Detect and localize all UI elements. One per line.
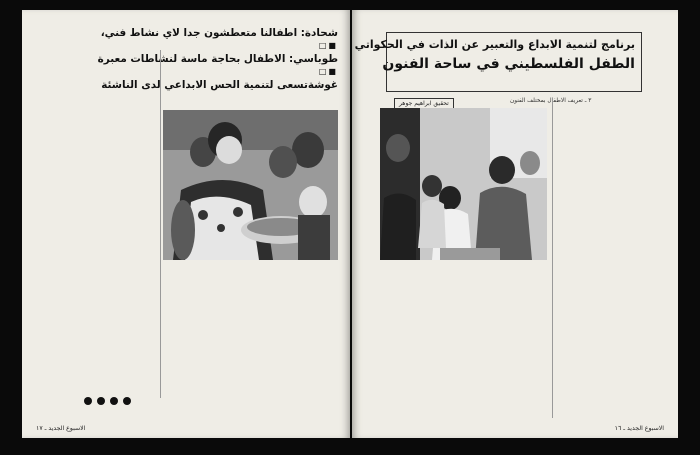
right-page <box>352 10 678 438</box>
left-page <box>22 10 350 438</box>
article-kicker: برنامج لتنمية الابداع والتعبير عن الذات في الحكواتي <box>354 38 635 51</box>
children-activity-photo <box>163 110 338 260</box>
section-mark: ■□ <box>318 67 338 76</box>
headline-shehada: شحادة: اطفالنا متعطشون جدا لاي نشاط فني، <box>100 27 338 39</box>
article-title-box <box>354 32 642 92</box>
column-rule <box>552 98 553 418</box>
end-dot <box>97 397 105 405</box>
page-number-left: الاسبوع الجديد ـ ١٧ <box>36 425 86 432</box>
end-marks <box>84 390 136 409</box>
end-dot <box>84 397 92 405</box>
headline-tubasi: طوباسي: الاطفال بحاجة ماسة لنشاطات معبرة <box>97 53 338 65</box>
end-dot <box>123 397 131 405</box>
article-title: الطفل الفلسطيني في ساحة الفنون <box>382 56 635 72</box>
page-number-right: الاسبوع الجديد ـ ١٦ <box>614 425 664 432</box>
byline: تحقيق ابراهيم جوهر <box>394 98 454 109</box>
workshop-photo <box>380 108 547 260</box>
photo-caption: ٣ ـ تعريف الاطفال بمختلف الفنون <box>510 98 592 104</box>
headline-ghousheh: غوشةتسعى لتنمية الحس الابداعي لدى الناشئة <box>101 79 338 91</box>
section-mark: ■□ <box>318 41 338 50</box>
column-rule <box>160 50 161 398</box>
magazine-spread <box>22 10 678 438</box>
left-page-headline-block <box>97 26 338 92</box>
end-dot <box>110 397 118 405</box>
